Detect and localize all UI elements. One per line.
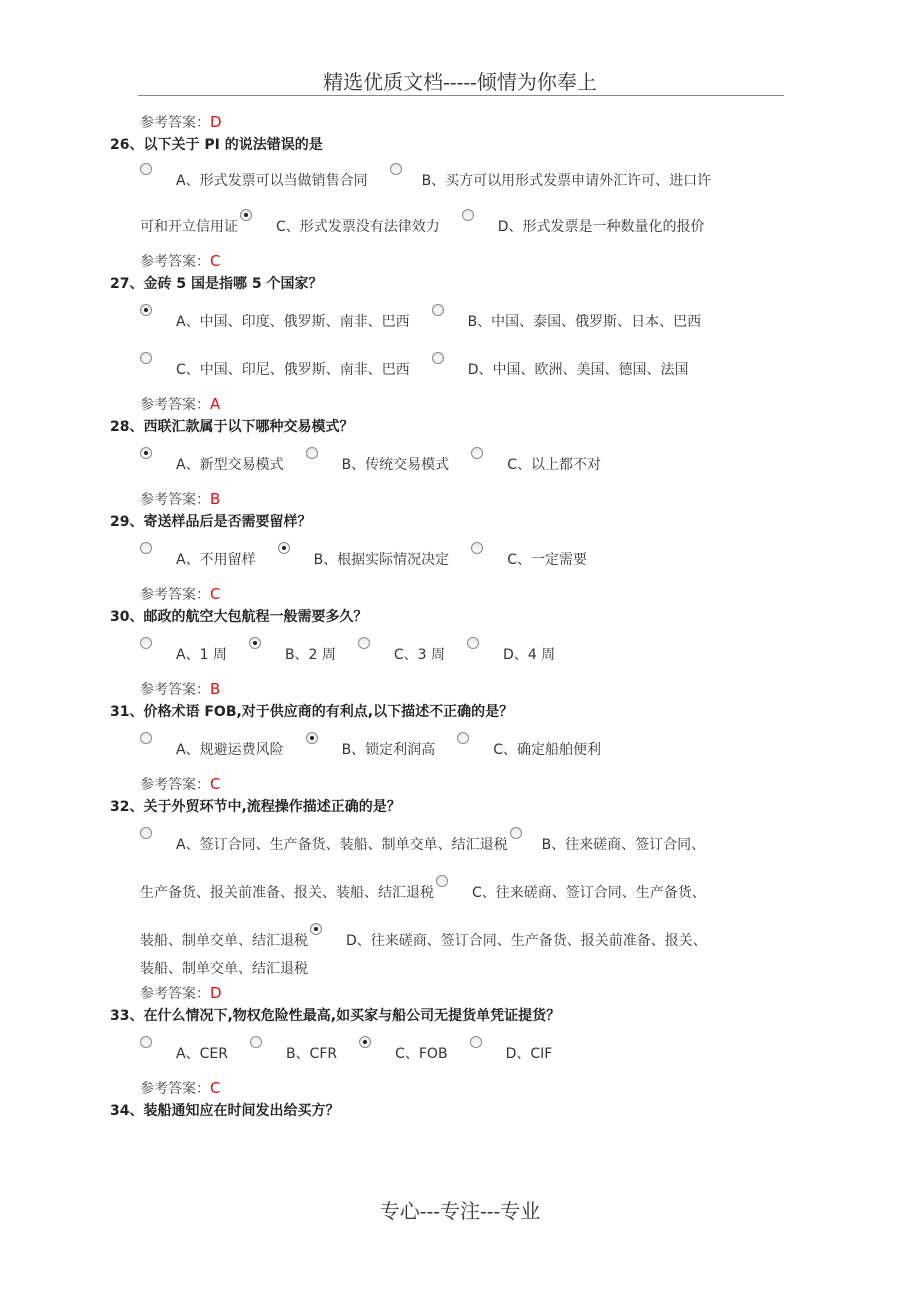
- answer-line: [140, 489, 800, 509]
- question-number: 33、: [110, 1008, 144, 1024]
- radio-30-b[interactable]: [249, 637, 261, 649]
- radio-30-a[interactable]: [140, 637, 152, 649]
- option-30-d: D、4 周: [503, 647, 556, 663]
- radio-33-c[interactable]: [359, 1036, 371, 1048]
- answer-label: 参考答案：: [140, 115, 210, 131]
- answer-letter: C: [210, 1079, 221, 1097]
- option-33-a: A、CER: [176, 1046, 228, 1062]
- options-32: [140, 821, 800, 869]
- radio-26-b[interactable]: [390, 163, 402, 175]
- answer-line: [140, 774, 800, 794]
- answer-label: 参考答案：: [140, 587, 210, 603]
- answer-letter: C: [210, 252, 221, 270]
- option-30-a: A、1 周: [176, 647, 227, 663]
- question-text: 西联汇款属于以下哪种交易模式？: [143, 419, 354, 435]
- option-33-d: D、CIF: [505, 1046, 553, 1062]
- question-text: 寄送样品后是否需要留样？: [143, 514, 312, 530]
- answer-label: 参考答案：: [140, 986, 210, 1002]
- radio-29-b[interactable]: [278, 542, 290, 554]
- option-33-b: B、CFR: [285, 1046, 338, 1062]
- options-28: [140, 441, 800, 489]
- radio-28-b[interactable]: [306, 447, 318, 459]
- question-number: 32、: [110, 799, 144, 815]
- option-26-a: A、形式发票可以当做销售合同: [176, 173, 368, 189]
- question-number: 30、: [110, 609, 144, 625]
- radio-32-b[interactable]: [510, 827, 522, 839]
- option-31-c: C、确定船舶便利: [493, 742, 601, 758]
- document-body: [110, 112, 800, 1121]
- options-31: [140, 726, 800, 774]
- answer-label: 参考答案：: [140, 254, 210, 270]
- question-number: 26、: [110, 137, 144, 153]
- question-text: 在什么情况下,物权危险性最高,如买家与船公司无提货单凭证提货？: [143, 1008, 561, 1024]
- option-31-b: B、锁定利润高: [341, 742, 436, 758]
- option-32-b-cont: 生产备货、报关前准备、报关、装船、结汇退税: [140, 885, 434, 901]
- question-29: [110, 512, 800, 532]
- question-26: [110, 135, 800, 155]
- answer-line: [140, 1078, 800, 1098]
- option-29-b: B、根据实际情况决定: [313, 552, 450, 568]
- question-text: 金砖 5 国是指哪 5 个国家？: [143, 276, 323, 292]
- answer-letter: C: [210, 585, 221, 603]
- question-28: [110, 417, 800, 437]
- answer-letter: B: [210, 490, 221, 508]
- option-32-d: D、往来磋商、签订合同、生产备货、报关前准备、报关、: [346, 933, 707, 949]
- option-30-b: B、2 周: [284, 647, 336, 663]
- radio-29-a[interactable]: [140, 542, 152, 554]
- radio-32-a[interactable]: [140, 827, 152, 839]
- page-footer: 专心---专注---专业: [379, 1199, 541, 1223]
- option-32-d-cont: 装船、制单交单、结汇退税: [140, 961, 308, 977]
- question-text: 价格术语 FOB,对于供应商的有利点,以下描述不正确的是？: [143, 704, 514, 720]
- question-number: 34、: [110, 1103, 144, 1119]
- option-29-a: A、不用留样: [176, 552, 256, 568]
- radio-31-b[interactable]: [306, 732, 318, 744]
- option-29-c: C、一定需要: [507, 552, 587, 568]
- radio-30-c[interactable]: [358, 637, 370, 649]
- question-31: [110, 702, 800, 722]
- answer-label: 参考答案：: [140, 1081, 210, 1097]
- question-30: [110, 607, 800, 627]
- option-28-a: A、新型交易模式: [176, 457, 284, 473]
- radio-32-d[interactable]: [310, 923, 322, 935]
- options-32-cont: [140, 869, 800, 979]
- options-26: [140, 159, 800, 203]
- option-31-a: A、规避运费风险: [176, 742, 284, 758]
- radio-29-c[interactable]: [471, 542, 483, 554]
- options-26-cont: [140, 203, 800, 251]
- radio-28-a[interactable]: [140, 447, 152, 459]
- radio-27-a[interactable]: [140, 304, 152, 316]
- option-27-c: C、中国、印尼、俄罗斯、南非、巴西: [176, 362, 410, 378]
- question-32: [110, 797, 800, 817]
- radio-31-c[interactable]: [457, 732, 469, 744]
- radio-27-b[interactable]: [432, 304, 444, 316]
- options-33: [140, 1030, 800, 1078]
- question-text: 以下关于 PI 的说法错误的是: [143, 137, 323, 153]
- answer-letter: D: [210, 984, 222, 1002]
- option-27-b: B、中国、泰国、俄罗斯、日本、巴西: [467, 314, 702, 330]
- radio-27-c[interactable]: [140, 352, 152, 364]
- radio-26-d[interactable]: [462, 209, 474, 221]
- answer-letter: B: [210, 680, 221, 698]
- answer-line: [140, 251, 800, 271]
- options-27: [140, 298, 800, 394]
- question-number: 31、: [110, 704, 144, 720]
- question-number: 28、: [110, 419, 144, 435]
- option-26-b-cont: 可和开立信用证: [140, 219, 238, 235]
- option-26-c: C、形式发票没有法律效力: [276, 219, 440, 235]
- question-27: [110, 274, 800, 294]
- radio-26-c[interactable]: [240, 209, 252, 221]
- question-text: 装船通知应在时间发出给买方？: [143, 1103, 340, 1119]
- option-28-c: C、以上都不对: [507, 457, 601, 473]
- answer-label: 参考答案：: [140, 397, 210, 413]
- question-number: 27、: [110, 276, 144, 292]
- answer-letter: D: [210, 113, 222, 131]
- radio-31-a[interactable]: [140, 732, 152, 744]
- answer-line: [140, 679, 800, 699]
- answer-label: 参考答案：: [140, 492, 210, 508]
- radio-32-c[interactable]: [436, 875, 448, 887]
- option-32-c: C、往来磋商、签订合同、生产备货、: [472, 885, 706, 901]
- radio-33-a[interactable]: [140, 1036, 152, 1048]
- question-text: 邮政的航空大包航程一般需要多久？: [143, 609, 368, 625]
- header-divider: [138, 95, 784, 96]
- radio-27-d[interactable]: [432, 352, 444, 364]
- answer-line: [140, 983, 800, 1003]
- question-text: 关于外贸环节中,流程操作描述正确的是？: [143, 799, 401, 815]
- question-34: [110, 1101, 800, 1121]
- option-32-b: B、往来磋商、签订合同、: [541, 837, 706, 853]
- radio-30-d[interactable]: [467, 637, 479, 649]
- page-header: 精选优质文档-----倾情为你奉上: [323, 70, 597, 94]
- option-32-a: A、签订合同、生产备货、装船、制单交单、结汇退税: [176, 837, 508, 853]
- question-number: 29、: [110, 514, 144, 530]
- options-29: [140, 536, 800, 584]
- radio-33-b[interactable]: [250, 1036, 262, 1048]
- option-33-c: C、FOB: [395, 1046, 448, 1062]
- option-27-a: A、中国、印度、俄罗斯、南非、巴西: [176, 314, 410, 330]
- answer-label: 参考答案：: [140, 682, 210, 698]
- option-28-b: B、传统交易模式: [341, 457, 450, 473]
- answer-line: [140, 584, 800, 604]
- option-27-d: D、中国、欧洲、美国、德国、法国: [467, 362, 689, 378]
- answer-line: [140, 394, 800, 414]
- radio-28-c[interactable]: [471, 447, 483, 459]
- answer-letter: C: [210, 775, 221, 793]
- option-26-d: D、形式发票是一种数量化的报价: [497, 219, 705, 235]
- options-30: [140, 631, 800, 679]
- answer-line: [140, 112, 800, 132]
- radio-33-d[interactable]: [470, 1036, 482, 1048]
- answer-letter: A: [210, 395, 221, 413]
- answer-label: 参考答案：: [140, 777, 210, 793]
- question-33: [110, 1006, 800, 1026]
- option-30-c: C、3 周: [393, 647, 446, 663]
- radio-26-a[interactable]: [140, 163, 152, 175]
- option-32-c-cont: 装船、制单交单、结汇退税: [140, 933, 308, 949]
- option-26-b: B、买方可以用形式发票申请外汇许可、进口许: [421, 173, 712, 189]
